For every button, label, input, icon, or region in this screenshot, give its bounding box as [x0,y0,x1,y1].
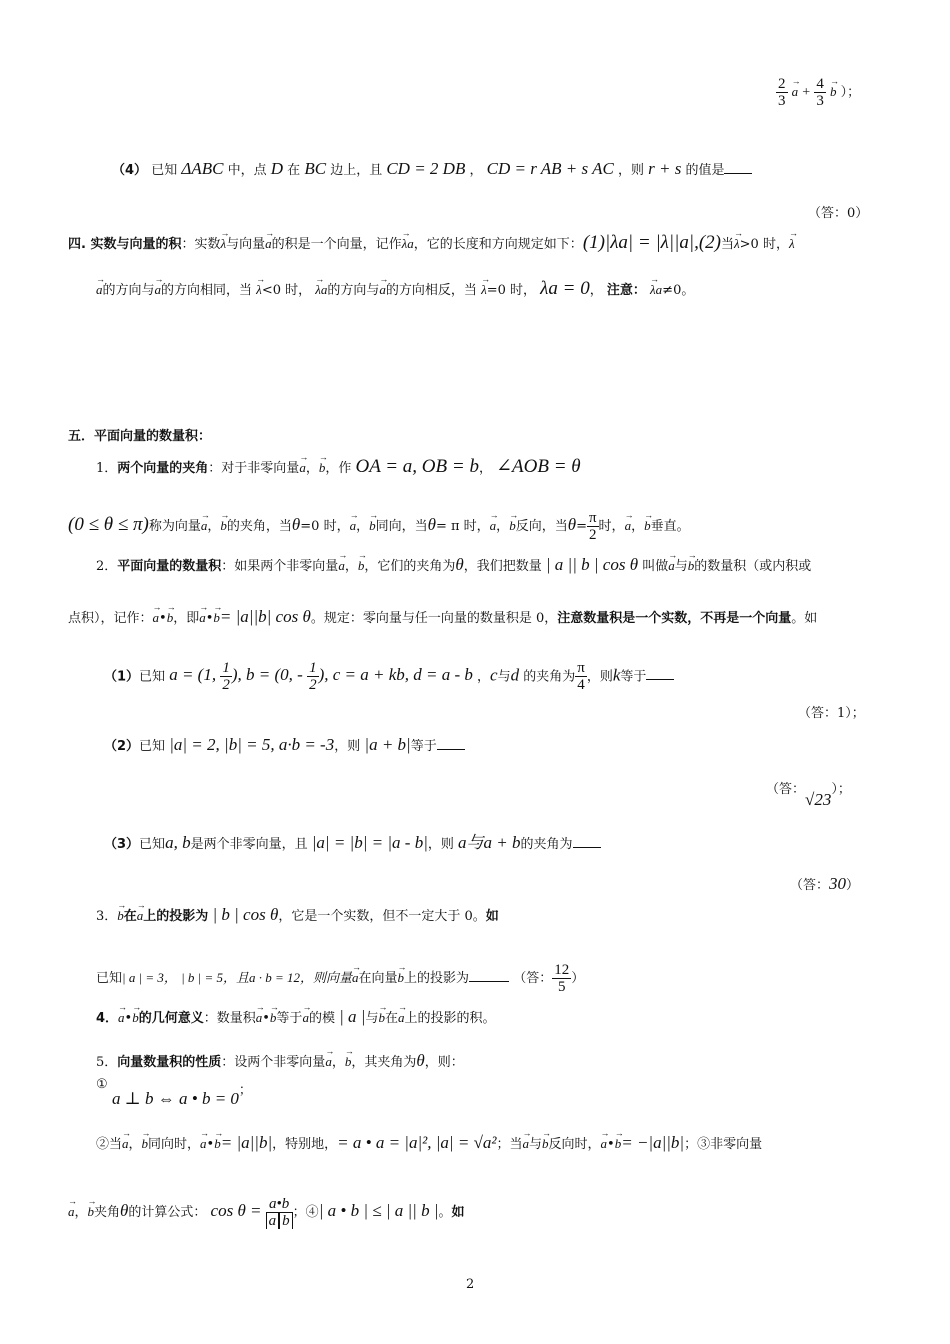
p1-zuo: ，作 [325,461,352,476]
e1-yu: 与 [497,669,511,685]
p2-l2d: 。规定：零向量与任一向量的数量积是 0， [310,611,558,626]
q4-triangle: ΔABC [181,159,224,178]
vector-b: → b [358,557,365,575]
e3-mid2: ，则 [427,837,454,852]
vector-a: → a [352,969,359,987]
e2-label: （2） [104,739,140,754]
p3-text: ，它是一个实数，但不一定大于 0。 [278,909,486,924]
p3-ex-d: a · b = 12，则向量 [249,970,353,985]
prop3-e: 。 [438,1205,452,1220]
vector-b: → b [615,1135,622,1153]
prop2-h: 反向时， [548,1137,601,1152]
e1-answer: （答：1）； [798,706,865,721]
p2-text4: 叫做 [642,559,669,574]
vector-a: → a [265,235,272,253]
p3-title: 上的投影为 [143,909,209,924]
p3-ex-b: | a | = 3， [122,970,177,985]
sec4-line2: → a的方向与→ a的方向相同，当 → λ<0 时， → λa的方向与→ a的方向相反，当 → λ=0 时， λa = 0， 注意： → λa≠0。 [96,280,694,300]
p1-text: ：对于非零向量 [208,461,300,476]
theta-symbol: θ [455,555,464,574]
prop1 [96,1076,108,1094]
q4-text-d: 边上，且 [330,163,383,178]
fraction-pi-quarter [575,660,587,693]
vector-a: → a [490,517,497,535]
r8: 垂直。 [650,519,690,534]
sec4-body4: ，它的长度和方向规定如下： [413,237,583,252]
p3-expr: | b | cos θ [212,905,279,924]
r6: 反向，当 [515,519,568,534]
note-label: 注意 [606,283,633,298]
fraction-two-thirds: $\frac{2}{3}$ [778,76,786,109]
vector-a: → a [398,1009,405,1027]
prop2-e: = a • a = |a|², |a| = √a² [337,1133,497,1152]
vector-a: → a [325,1053,332,1071]
p4-text2: 等于 [276,1011,303,1026]
p2-line1: 2．平面向量的数量积：如果两个非零向量→ a，→ b，它们的夹角为θ，我们把数量 | a || b | cos θ 叫做→ a与→ b的数量积（或内积或 [96,556,811,576]
r3: =0 时， [300,519,350,534]
p4-text: ：数量积 [203,1011,256,1026]
p1-label: 1．两个向量的夹角 [96,461,209,476]
prop1-num: ① [96,1077,108,1092]
vector-a: → a [137,907,144,925]
sec4-l2d: 的方向与 [327,283,380,298]
sec4-body5: 当 [721,237,735,252]
vector-a: → a [155,281,162,299]
prop1-formula [112,1083,252,1110]
q4-expr: r + s [648,159,682,178]
example-3 [104,834,601,854]
p2-l2a: 点积），记作： [68,611,153,626]
sec4-body1: ：实数 [181,237,221,252]
dot: • [262,1011,270,1026]
p4-text3: 的模 [308,1011,335,1026]
p2-text2: ，它们的夹角为 [364,559,456,574]
vector-a: → a [118,1009,125,1027]
e1-text: 已知 [139,669,166,685]
e1-c: c [490,665,498,685]
five: 5 [557,979,566,995]
e2-equation: |a| = 2, |b| = 5, a·b = -3 [169,735,335,754]
sec4-zero: λa = 0 [540,278,590,299]
e2-answer [766,778,851,809]
vector-b: → b [220,517,227,535]
dot: • [205,611,214,626]
vector-a: → a [792,83,799,101]
lambda-symbol: → λ [789,235,795,253]
vector-a: → a [523,1135,530,1153]
theta-symbol: θ [416,1051,425,1070]
vector-b: → b [830,83,837,101]
vector-b: → b [167,609,174,627]
sec5-title-text: 五．平面向量的数量积： [68,429,212,444]
sec4-body2: 与向量 [226,237,266,252]
lambda-a: → λa [402,235,414,253]
pi: π [588,510,597,526]
sec4-l2f: =0 时， [486,283,536,298]
e3-expr: a与a + b [458,833,521,852]
prop2-g: 与 [529,1137,543,1152]
answer-blank [646,679,674,680]
e2-ans-value: √23 [805,790,832,809]
p3-ans-open: （答： [513,971,553,986]
vector-b: → b [688,557,695,575]
theta-symbol: θ [567,515,577,534]
dot: • [206,1137,215,1152]
e3-ans-close: ） [846,878,860,893]
prop2-b: 同向时， [148,1137,201,1152]
q4-segment: BC [304,159,327,178]
q4-text: 已知 [151,163,178,178]
p2-text: ：如果两个非零向量 [221,559,339,574]
r4: 同向，当 [375,519,428,534]
p5-text: ：设两个非零向量 [221,1055,326,1070]
e2-ans-open: （答： [766,782,806,797]
prop2-i: = −|a||b| [621,1133,685,1152]
answer-blank [573,847,601,848]
answer-blank [469,981,509,982]
p2-definition: = |a||b| cos θ [219,607,311,626]
p2-text6: 的数量积（或内积或 [694,559,812,574]
e2-deng: 等于 [410,739,437,754]
twelve: 12 [554,962,570,978]
vector-b: → b [214,1135,221,1153]
e3-label: （3） [104,837,140,852]
vector-a: → a [350,517,357,535]
vector-b: → b [378,1009,385,1027]
r7: 时， [598,519,625,534]
answer-blank [724,173,752,174]
p3-ru: 如 [485,909,499,924]
vector-b: → b [398,969,405,987]
prop3-c: ；④ [292,1205,319,1220]
sec4-body3: 的积是一个向量，记作 [271,237,402,252]
q4-equation-1: CD = 2 DB [386,159,466,178]
q4-sep: ， [469,163,483,178]
e3-end: 的夹角为 [520,837,573,852]
q4-text-b: 中，点 [227,163,267,178]
vector-a: → a [199,609,206,627]
p2-line2 [68,608,817,628]
lambda-symbol: → λ [481,281,487,299]
vector-b: → b [213,609,220,627]
e1-mid: 的夹角为 [523,669,576,685]
p4-title: 的几何意义 [138,1011,204,1026]
sec4-title: 四. 实数与向量的积 [68,237,182,252]
lambda-symbol: → λ [256,281,262,299]
e3-mid: 是两个非零向量，且 [190,837,308,852]
p3-example [96,962,584,995]
p4-label: 4． [96,1011,119,1026]
e3-ans-value: 30 [829,874,847,893]
p2-l2b: ，即 [173,611,200,626]
e1-end: ，则 [586,669,613,685]
lambda-a: → λa [315,281,327,299]
p4-line [96,1008,496,1028]
answer-blank [437,749,465,750]
vector-b: → b [319,459,326,477]
lambda-symbol: → λ [734,235,740,253]
dot: • [607,1137,615,1152]
p3-ex-f: 上的投影为 [404,971,470,986]
vector-b: → b [88,1203,95,1221]
e2-mid: ，则 [334,739,361,754]
vector-b: → b [369,517,376,535]
sec4-line1 [68,234,795,254]
vector-a: → a [379,281,386,299]
p4-text5: 在 [384,1011,398,1026]
vector-b: → b [644,517,651,535]
e3-ans-open: （答： [790,878,830,893]
prop1-equation: a ⊥ b ⇔ a • b = 0 [112,1089,239,1108]
lambda-symbol: → λ [220,235,226,253]
p4-text4: 与 [365,1011,379,1026]
p2-text3: ，我们把数量 [463,559,542,574]
vector-a: → a [200,1135,207,1153]
vector-a: → a [68,1203,75,1221]
p5-label: 5．向量数量积的性质 [96,1055,222,1070]
vector-b: → b [117,907,124,925]
e1-equation: a = (1, $\frac{1}{2}$ ), b = (0, - $\frac{1}{2}$ ), c = a + kb, d = a - b [169,660,473,693]
two: 2 [589,527,597,543]
prop1-end: ； [238,1083,252,1098]
p2-text5: 与 [674,559,688,574]
vector-b: → b [542,1135,549,1153]
r1: 称为向量 [148,519,201,534]
p5-text2: ，其夹角为 [351,1055,417,1070]
e1-d: d [510,665,520,685]
vector-a: → a [302,1009,309,1027]
dot: • [124,1011,133,1026]
e1-deng: 等于 [620,669,647,685]
p1-line2: (0 ≤ θ ≤ π)称为向量→ a，→ b的夹角，当θ=0 时，→ a，→ b同向，当θ= π 时，→ a，→ b反向，当θ= $\frac{\pi}{2}$ 时，→ a，→ b垂直。 [68,510,690,543]
p1-equation: OA = a, OB = b [355,456,479,477]
p5-line: 5．向量数量积的性质：设两个非零向量→ a，→ b，其夹角为θ，则： [96,1052,464,1072]
answer-close: ）； [840,85,861,100]
vector-a: → a [601,1135,608,1153]
top-answer-tail: $\frac{2}{3}$ → a + $\frac{4}{3}$ → b ）； [776,76,860,109]
vector-a: → a [122,1135,129,1153]
prop2-j: ；③非零向量 [684,1137,763,1152]
q4-label: （4） [112,163,148,178]
prop2-d: ，特别地， [272,1137,338,1152]
prop3-d: | a • b | ≤ | a || b | [318,1201,439,1220]
prop3-b: 的计算公式： [128,1205,207,1220]
p4-expr: | a | [339,1007,366,1026]
theta-symbol: θ [427,515,436,534]
sec4-rule: (1)|λa| = |λ||a|,(2) [582,232,721,253]
e2-text: 已知 [139,739,166,754]
r5: = π 时， [435,519,490,534]
example-1: （1）已知 a = (1, $\frac{1}{2}$ ), b = (0, - $\frac{1}{2}$ ), c = a + kb, d = a - b ，c与d 的夹角为 $\frac{\pi}{4}$ ，则k等于 [104,660,674,693]
prop2-line: ②当→ a，→ b同向时，→ a•→ b= |a||b|，特别地，= a • a = |a|², |a| = √a²；当→ a与→ b反向时，→ a•→ b= −|a||b|；③非零向量 [96,1134,762,1154]
vector-b: → b [509,517,516,535]
sec4-l2b: 的方向相同，当 [161,283,253,298]
sec4-note-end: ≠0。 [662,283,695,298]
q4-text-e: ，则 [617,163,644,178]
vector-b: → b [345,1053,352,1071]
sec4-l2a: 的方向与 [102,283,155,298]
prop3-cos: cos θ = [210,1201,262,1220]
q4-point: D [270,159,284,178]
q4-line [112,160,752,180]
prop3-line: → a，→ b夹角θ的计算公式： cos θ = $\frac{a•b}{\text{a b}}$ ；④| a • b | ≤ | a || b |。如 [68,1196,465,1229]
vector-a: → a [338,557,345,575]
q4-answer: （答：0） [808,206,869,221]
dot: • [159,611,167,626]
p2-expr: | a || b | cos θ [545,555,639,574]
vector-a: → a [668,557,675,575]
q4-text-f: 的值是 [685,163,725,178]
vector-a: → a [96,281,103,299]
vector-a: → a [153,609,160,627]
q4-equation-2: CD = r AB + s AC [486,159,614,178]
e3-answer [790,874,859,894]
vector-b: → b [142,1135,149,1153]
theta-range: (0 ≤ θ ≤ π) [68,514,149,535]
fraction-cos-formula: $\frac{a•b}{\text{a b}}$ [266,1196,293,1229]
four: 4 [577,677,585,694]
fraction-twelve-fifths [552,962,571,995]
example-2 [104,736,465,756]
sec4-l2c: <0 时， [261,283,312,298]
e3-equation: |a| = |b| = |a - b| [311,833,428,852]
page-number: 2 [466,1277,475,1292]
sec4-l2e: 的方向相反，当 [385,283,477,298]
p3-ex-a: 已知 [96,971,123,986]
e3-text: 已知 [139,837,166,852]
vector-a: → a [299,459,306,477]
p3-ex-c: | b | = 5，且 [181,970,249,985]
fraction-pi-half [587,510,599,543]
p1-angle: ∠AOB = θ [496,456,581,477]
p2-ru: 。如 [791,611,818,626]
theta-symbol: θ [120,1201,129,1220]
p3-line1 [96,906,499,926]
pi: π [577,660,585,677]
e2-ans-close: ）； [831,782,851,797]
vector-a: → a [625,517,632,535]
prop2-f: ；当 [496,1137,523,1152]
vector-b: → b [132,1009,139,1027]
sec5-title [68,428,211,446]
p5-text3: ，则： [424,1055,464,1070]
p3-label: 3． [96,909,118,924]
p3-ans-close: ） [571,971,585,986]
p2-label: 2．平面向量的数量积 [96,559,222,574]
e3-ab: a, b [165,833,191,852]
vector-a: → a [201,517,208,535]
theta-symbol: θ [291,515,301,534]
e1-label: （1） [104,669,140,685]
prop3-ru: 如 [451,1205,465,1220]
q4-text-c: 在 [287,163,301,178]
prop2-c: = |a||b| [220,1133,273,1152]
prop2-a: ②当 [96,1137,123,1152]
vector-b: → b [270,1009,277,1027]
fraction-four-thirds: $\frac{4}{3}$ [816,76,824,109]
e1-k: k [612,665,621,685]
p3-zai: 在 [123,909,137,924]
p4-text6: 上的投影的积。 [404,1011,496,1026]
r2: 的夹角，当 [226,519,292,534]
lambda-a: → λa [650,281,662,299]
p3-ex-e: 在向量 [358,971,398,986]
sec4-body6: >0 时， [739,237,789,252]
p2-bold-note: 注意数量积是一个实数，不再是一个向量 [557,611,792,626]
e2-expr: |a + b| [364,735,411,754]
prop3-a: 夹角 [94,1205,121,1220]
p1-line1: 1．两个向量的夹角：对于非零向量→ a，→ b，作 OA = a, OB = b， ∠AOB = θ [96,458,581,478]
vector-a: → a [256,1009,263,1027]
